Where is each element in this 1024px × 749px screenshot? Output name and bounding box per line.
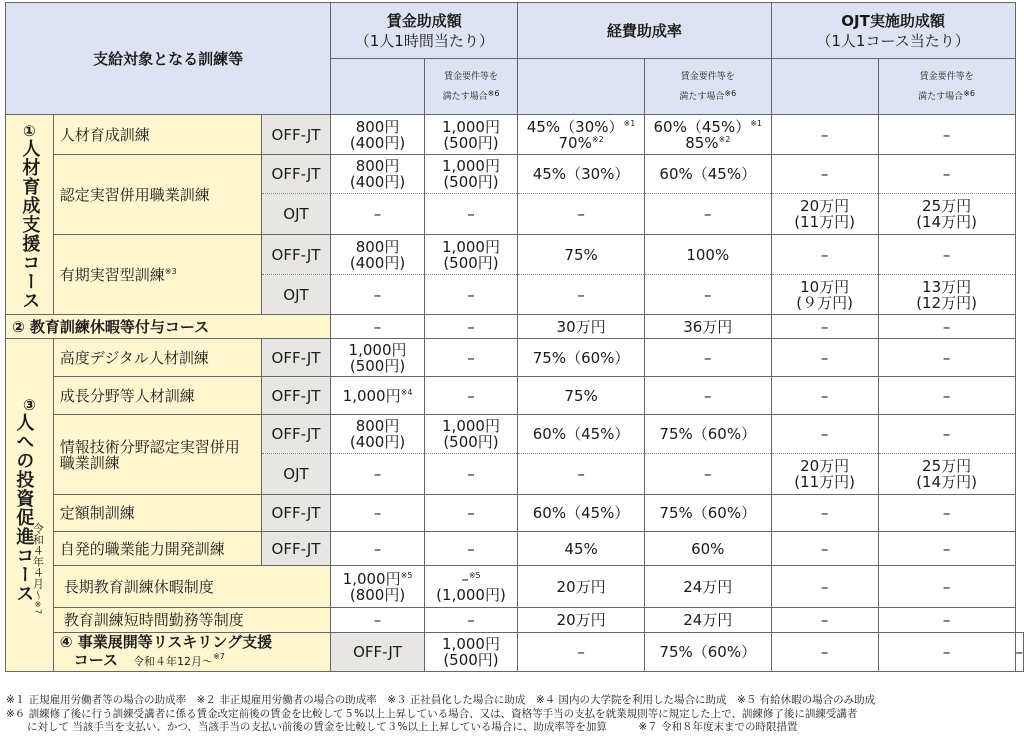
wage-req-value: 1,000円 (442, 157, 500, 175)
footnotes (6, 694, 1020, 735)
wage-value: 800円 (355, 117, 400, 136)
wage-value: 800円 (355, 157, 400, 175)
ojt-sub: (11万円) (794, 213, 856, 231)
wage-sub: (400円) (349, 433, 406, 451)
wage-cell (331, 235, 424, 275)
row-label-text: 有期実習型訓練 (59, 265, 165, 284)
table-row (6, 115, 1024, 155)
cost-req-value: 75%（60%） (644, 415, 771, 454)
cost-req-note: ※1 (750, 118, 762, 128)
course4-label-line2 (60, 651, 331, 671)
training-type: OFF-JT (261, 339, 331, 377)
training-type: OJT (261, 275, 331, 315)
cost-req-value: 24万円 (644, 566, 771, 608)
table-row (6, 339, 1024, 377)
wage-value: – (331, 532, 424, 566)
wage-req-value: – (424, 377, 518, 415)
header-wage-sub: （1人1時間当たり） (354, 31, 494, 50)
ojt-value: – (771, 608, 878, 633)
req-note: ※6 (487, 88, 500, 98)
header-cost-base (518, 59, 645, 115)
ojt-value: – (771, 532, 878, 566)
wage-req-value: – (424, 194, 518, 235)
course4-label-line1: ④ 事業展開等リスキリング支援 (59, 633, 273, 651)
course3-label (6, 339, 54, 672)
cost-note: ※1 (623, 118, 636, 128)
training-type: OFF-JT (261, 115, 331, 155)
header-wage-subsidy (331, 3, 518, 59)
ojt-req-value: – (878, 566, 1015, 608)
req-line2 (879, 87, 1015, 107)
wage-cell (331, 339, 424, 377)
course1-label (6, 115, 54, 315)
cost-req-value: 60% (644, 532, 771, 566)
cost-req-value: – (644, 454, 771, 495)
wage-cell (331, 566, 424, 608)
cost-req-value: – (644, 339, 771, 377)
cost-value: 45%（30%） (518, 155, 645, 194)
header-ojt-req (878, 59, 1015, 115)
wage-req-value: – (518, 633, 645, 672)
cost-value: 20万円 (518, 608, 645, 633)
ojt-req-value: – (1015, 633, 1024, 672)
row-label-line1: 情報技術分野認定実習併用 (59, 437, 240, 456)
cost-value: 20万円 (518, 566, 645, 608)
ojt-req-value: 13万円 (922, 277, 972, 296)
wage-line1 (331, 571, 423, 587)
req-line2-text: 満たす場合 (679, 91, 725, 102)
req-line2 (645, 87, 771, 107)
req-line1: 賃金要件等を (919, 71, 974, 82)
wage-value: 1,000円 (348, 340, 407, 359)
wage-req-value: 1,000円 (442, 417, 500, 435)
ojt-value: – (771, 377, 878, 415)
wage-cell (331, 377, 424, 415)
ojt-req-value: 25万円 (922, 197, 972, 215)
ojt-req-value: – (878, 532, 1015, 566)
wage-req-value: – (424, 454, 518, 495)
wage-req-value: – (424, 315, 518, 339)
ojt-req-value: – (878, 315, 1015, 339)
wage-req-sub: (500円) (443, 253, 499, 272)
ojt-sub: (９万円) (796, 293, 853, 312)
training-type: OFF-JT (261, 377, 331, 415)
row-label: 教育訓練短時間勤務等制度 (53, 608, 331, 633)
course3-period-block (31, 523, 43, 614)
row-label: 認定実習併用職業訓練 (53, 155, 261, 235)
course4-label-course: コース (73, 651, 119, 669)
wage-req-sub: (500円) (443, 173, 499, 191)
wage-value: – (331, 315, 424, 339)
wage-sub: (400円) (349, 133, 406, 152)
header-ojt-sub: （1人1コース当たり） (816, 31, 970, 50)
training-type: OJT (261, 194, 331, 235)
ojt-value: – (878, 633, 1015, 672)
ojt-value: – (771, 339, 878, 377)
row-label (53, 415, 261, 495)
course3-period: 令和４年４月〜 (31, 523, 45, 601)
cost-value: – (518, 194, 645, 235)
wage-req-cell (424, 115, 518, 155)
header-wage-base (331, 59, 424, 115)
ojt-req-cell (878, 275, 1015, 315)
table-row (6, 235, 1024, 275)
req-note: ※6 (963, 88, 975, 98)
wage-value: – (331, 194, 424, 235)
ojt-req-value: – (878, 235, 1015, 275)
cost-req-value: 36万円 (644, 315, 771, 339)
wage-value: 800円 (355, 237, 400, 256)
ojt-req-value: 25万円 (922, 457, 972, 475)
ojt-value: – (771, 155, 878, 194)
ojt-value: – (771, 115, 878, 155)
wage-req-sub: (500円) (443, 133, 499, 152)
ojt-req-value: – (878, 115, 1015, 155)
req-line1: 賃金要件等を (680, 71, 735, 82)
table-row (6, 415, 1024, 454)
wage-value: 1,000円 (442, 635, 500, 653)
ojt-req-sub: (14万円) (916, 213, 977, 231)
req-note: ※6 (724, 88, 737, 98)
cost-req-value: 60%（45%） (653, 117, 751, 136)
table-row (6, 532, 1024, 566)
cost-req-value: 75%（60%） (644, 495, 771, 532)
row-label: 人材育成訓練 (53, 115, 261, 155)
wage-req-value: 1,000円 (442, 237, 500, 256)
ojt-req-cell (878, 454, 1015, 495)
wage-sub: (500円) (349, 356, 406, 375)
course3-period-note: ※7 (33, 600, 43, 615)
ojt-req-sub: (14万円) (916, 473, 977, 491)
ojt-req-value: – (878, 415, 1015, 454)
course4-period: 令和４年12月〜 (133, 655, 214, 668)
ojt-value: 10万円 (800, 277, 850, 296)
wage-req-value: 1,000円 (442, 117, 500, 136)
cost-cell (518, 115, 645, 155)
ojt-cell (771, 454, 878, 495)
wage-req-line1 (425, 571, 518, 587)
wage-req-value: – (424, 608, 518, 633)
ojt-req-value: – (878, 339, 1015, 377)
training-type: OFF-JT (261, 532, 331, 566)
cost-value: 45% (518, 532, 645, 566)
wage-note: ※4 (400, 387, 413, 397)
wage-value: – (331, 454, 424, 495)
ojt-value: 20万円 (800, 457, 850, 475)
table-row (6, 608, 1024, 633)
subsidy-table-container (5, 2, 1024, 672)
wage-req-cell (424, 235, 518, 275)
cost-req-value: 100% (644, 235, 771, 275)
row-label: 成長分野等人材訓練 (53, 377, 261, 415)
req-line2 (425, 87, 518, 107)
wage-cell (331, 155, 424, 194)
training-type: OFF-JT (261, 235, 331, 275)
cost-req-line2 (645, 135, 771, 151)
wage-req-cell (424, 155, 518, 194)
header-cost-rate: 経費助成率 (518, 3, 771, 59)
ojt-req-value: – (878, 495, 1015, 532)
ojt-req-value: – (878, 608, 1015, 633)
header-training-target: 支給対象となる訓練等 (6, 3, 331, 115)
ojt-value: – (771, 315, 878, 339)
cost-line1 (518, 119, 644, 135)
cost-value: 45%（30%） (526, 117, 624, 136)
footnote-line3: に対して 当該手当を支払い、かつ、当該手当の支払い前後の賃金を比較して３%以上上昇している場合に、助成率等を加算 ※７ 令和８年度末までの時限措置 (6, 721, 798, 733)
cost-req-value: – (644, 377, 771, 415)
training-type: OFF-JT (261, 415, 331, 454)
wage-sub: (800円) (349, 585, 406, 604)
wage-value: 1,000円 (342, 386, 401, 405)
wage-note: ※5 (400, 570, 413, 580)
wage-value: – (331, 495, 424, 532)
row-label-line2: 職業訓練 (59, 453, 120, 472)
cost-value: 75%（60%） (644, 633, 771, 672)
training-type: OFF-JT (261, 155, 331, 194)
ojt-value: – (771, 235, 878, 275)
cost-value: 60%（45%） (518, 415, 645, 454)
wage-value: 800円 (355, 417, 400, 435)
cost-value: – (518, 454, 645, 495)
cost-note2: ※2 (591, 134, 604, 144)
row-label: 定額制訓練 (53, 495, 261, 532)
cost-value: 75%（60%） (518, 339, 645, 377)
ojt-req-value: – (878, 155, 1015, 194)
wage-sub: (400円) (349, 253, 406, 272)
req-line1: 賃金要件等を (443, 71, 498, 82)
ojt-value: – (771, 415, 878, 454)
wage-sub: (500円) (443, 651, 499, 669)
cost-value2: 70% (558, 133, 592, 152)
table-row (6, 633, 1024, 672)
wage-value: 1,000円 (342, 569, 401, 588)
ojt-req-cell (878, 194, 1015, 235)
wage-value: – (331, 608, 424, 633)
wage-req-sub: (1,000円) (436, 585, 506, 604)
req-line2-text: 満たす場合 (918, 91, 964, 102)
row-label: 長期教育訓練休暇制度 (53, 566, 331, 608)
footnote-line1: ※１ 正規雇用労働者等の場合の助成率 ※２ 非正規雇用労働者の場合の助成率 ※３ 正社員化した場合に助成 ※４ 国内の大学院を利用した場合に助成 ※５ 有給休暇の場合のみ助成 (6, 694, 876, 706)
course1-name: 人材育成支援コース (19, 139, 41, 310)
ojt-cell (771, 275, 878, 315)
wage-req-value: – (424, 495, 518, 532)
header-ojt-base (771, 59, 878, 115)
wage-req-value: – (424, 275, 518, 315)
header-cost-req (644, 59, 771, 115)
table-row (6, 155, 1024, 194)
training-type: OFF-JT (331, 633, 424, 672)
wage-req-cell (424, 415, 518, 454)
ojt-value: – (771, 495, 878, 532)
cost-req-line1 (645, 119, 771, 135)
ojt-sub: (11万円) (794, 473, 856, 491)
table-row (6, 315, 1024, 339)
cost-req-value: 24万円 (644, 608, 771, 633)
wage-cell (331, 415, 424, 454)
cost-req-value2: 85% (685, 133, 719, 152)
cost-req-value: – (644, 194, 771, 235)
req-line2-text: 満たす場合 (442, 91, 488, 102)
cost-req-value: 60%（45%） (644, 155, 771, 194)
training-type: OFF-JT (261, 495, 331, 532)
cost-value: 75% (518, 235, 645, 275)
cost-req-value: – (644, 275, 771, 315)
ojt-req-sub: (12万円) (916, 293, 977, 312)
wage-value: – (331, 275, 424, 315)
table-row (6, 495, 1024, 532)
cost-req-note2: ※2 (718, 134, 731, 144)
wage-sub: (400円) (349, 173, 406, 191)
training-type: OJT (261, 454, 331, 495)
course3-vertical-block (6, 413, 53, 614)
ojt-req-value: – (878, 377, 1015, 415)
wage-req-cell (424, 566, 518, 608)
wage-req-sub: (500円) (443, 433, 499, 451)
row-label: 自発的職業能力開発訓練 (53, 532, 261, 566)
cost-req-value: – (771, 633, 878, 672)
row-label (53, 235, 261, 315)
cost-value: – (518, 275, 645, 315)
wage-req-value: – (424, 532, 518, 566)
ojt-value: 20万円 (800, 197, 850, 215)
course1-num: ① (23, 122, 36, 140)
header-ojt-subsidy (771, 3, 1015, 59)
course3-name: 人への投資促進コース (13, 413, 35, 604)
wage-req-note: ※5 (468, 570, 481, 580)
row-label-note: ※3 (164, 266, 177, 276)
header-ojt-title: OJT実施助成額 (841, 11, 945, 30)
wage-cell (424, 633, 518, 672)
ojt-value: – (771, 566, 878, 608)
header-wage-title: 賃金助成額 (386, 11, 462, 30)
cost-req-cell (644, 115, 771, 155)
table-row (6, 566, 1024, 608)
wage-req-value: – (461, 569, 469, 588)
subsidy-table (5, 2, 1024, 672)
course2-label: ② 教育訓練休暇等付与コース (6, 315, 331, 339)
cost-value: 60%（45%） (518, 495, 645, 532)
course4-label (53, 633, 331, 672)
header-wage-req (424, 59, 518, 115)
footnote-line2: ※６ 訓練修了後に行う訓練受講者に係る賃金改定前後の賃金を比較して５%以上上昇している場合、又は、資格等手当の支払を就業規則等に規定した上で、訓練修了後に訓練受講者 (6, 707, 858, 720)
row-label: 高度デジタル人材訓練 (53, 339, 261, 377)
cost-line2 (518, 135, 644, 151)
wage-cell (331, 115, 424, 155)
table-row (6, 377, 1024, 415)
course4-period-note: ※7 (213, 652, 225, 661)
ojt-cell (771, 194, 878, 235)
cost-value: 75% (518, 377, 645, 415)
cost-value: 30万円 (518, 315, 645, 339)
wage-req-value: – (424, 339, 518, 377)
course3-num: ③ (23, 396, 36, 415)
